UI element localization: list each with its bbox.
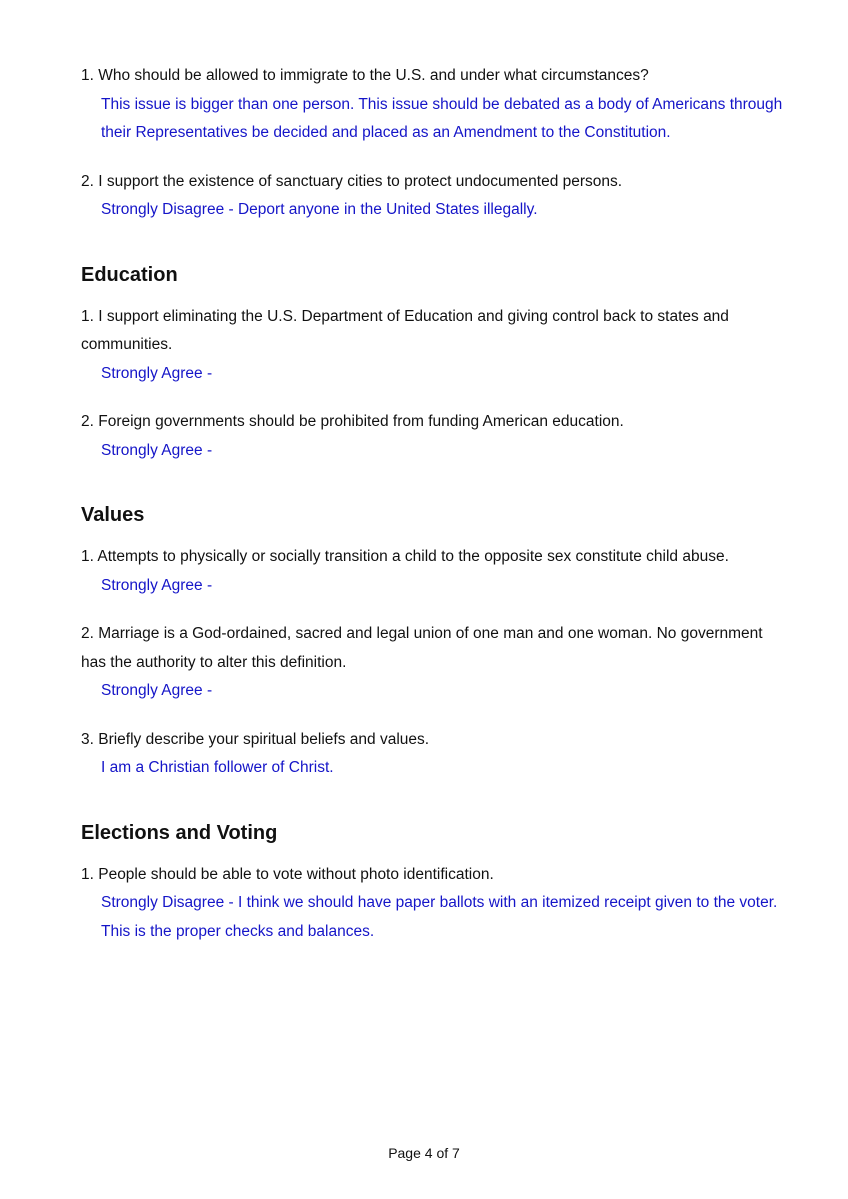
answer-text: Strongly Disagree - Deport anyone in the United States illegally. [101,201,538,218]
answer-text: Strongly Agree - [101,441,213,459]
question-block-immigration-1 [81,62,801,148]
question-text: 3. Briefly describe your spiritual beliefs and values. [81,730,430,748]
answer-text: This issue is bigger than one person. This issue should be debated as a body of Americans through [101,95,783,113]
answer-text: their Representatives be decided and placed as an Amendment to the Constitution. [101,124,671,141]
question-text: 1. I support eliminating the U.S. Department of Education and giving control back to states and [81,307,729,325]
question-block-education-2 [81,408,801,465]
question-block-education-1 [81,303,801,389]
question-block-elections-1 [81,861,801,947]
question-text: 1. People should be able to vote without photo identification. [81,865,494,883]
question-block-values-2 [81,620,801,706]
section-heading-elections: Elections and Voting [81,821,278,844]
question-block-immigration-2 [81,168,801,225]
question-block-values-3 [81,726,801,783]
answer-text: Strongly Agree - [101,682,213,699]
answer-text: Strongly Disagree - I think we should have paper ballots with an itemized receipt given to the voter. [101,894,778,911]
question-text: 1. Attempts to physically or socially transition a child to the opposite sex constitute child abuse. [81,548,729,565]
section-heading-values: Values [81,504,145,526]
answer-text: Strongly Agree - [101,576,213,594]
question-text: 2. Foreign governments should be prohibited from funding American education. [81,413,624,430]
section-heading-education: Education [81,263,178,286]
question-text: 2. Marriage is a God-ordained, sacred and legal union of one man and one woman. No government [81,625,763,642]
question-text: 1. Who should be allowed to immigrate to the U.S. and under what circumstances? [81,67,649,84]
page-number: Page 4 of 7 [388,1145,460,1161]
question-block-values-1 [81,543,801,600]
page-content [81,62,801,966]
question-text: communities. [81,336,173,353]
answer-text: I am a Christian follower of Christ. [101,759,334,776]
question-text: has the authority to alter this definition. [81,653,347,671]
question-text: 2. I support the existence of sanctuary cities to protect undocumented persons. [81,172,623,190]
answer-text: This is the proper checks and balances. [101,922,375,940]
answer-text: Strongly Agree - [101,364,213,382]
